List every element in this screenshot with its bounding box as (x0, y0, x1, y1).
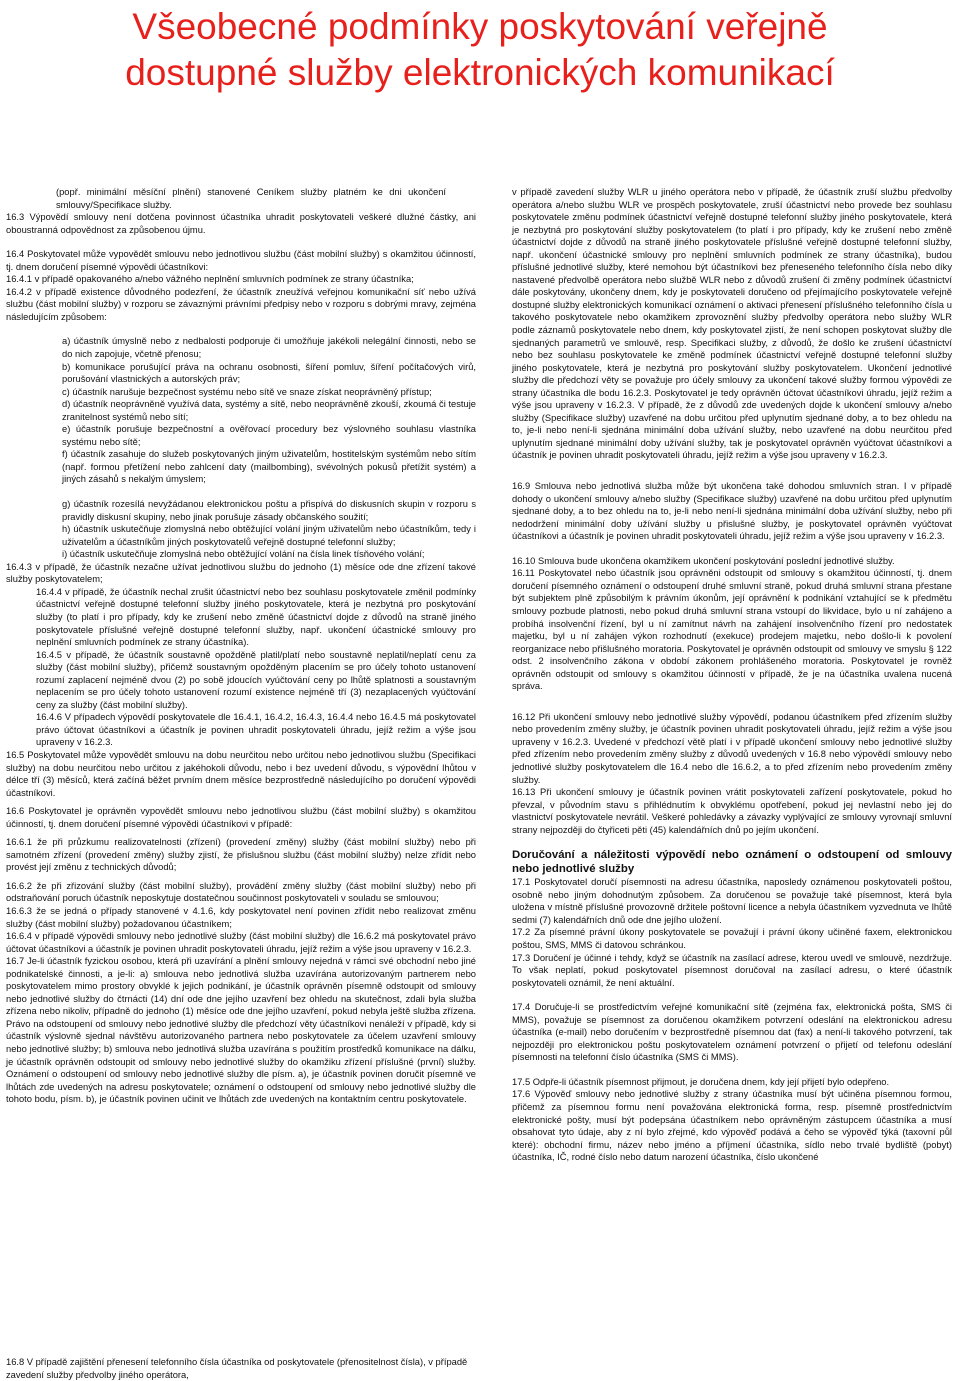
paragraph-16-6-2: 16.6.2 že při zřizování služby (část mobilní služby), provádění změny služby (část mobilní služby) nebo při odstraňování poruch účastník neposkytuje dostatečnou součinnost poskytovateli v souladu se smlouvou; (6, 880, 476, 904)
paragraph-16-12: 16.12 Při ukončení smlouvy nebo jednotlivé služby výpovědí, podanou účastníkem před zřízením služby nebo provedením změny služby, je účastník povinen uhradit poskytovateli úhradu, jejíž režim a výše jsou upraveny v 16.2.3. Uvedené v předchozí větě platí i v případě ukončení smlouvy nebo jednotlivé služby před zřízením nebo provedením změny služby z důvodů uvedených v 16.8 nebo výpovědí smlouvy nebo jednotlivé služby poskytovatelem dle 16.4 nebo dle 16.6.2, a to před zřízením nebo provedením změny služby. (512, 711, 952, 785)
list-item-e: e) účastník porušuje bezpečnostní a ověřovací procedury bez výslovného souhlasu vlastníka systému nebo sítě; (62, 424, 476, 447)
paragraph-16-9: 16.9 Smlouva nebo jednotlivá služba může být ukončena také dohodou smluvních stran. I v případě dohody o ukončení smlouvy a/nebo služby (Specifikace služby) uzavřené na dobu určitou před uplynutím sjednané doby, a to bez ohledu na to, je-li nebo není-li sjednána minimální doba užívání služby, nebo při nedodržení minimální doby užívání služby u přislušné služby, je poskytovatel oprávněn vyúčtovat účastníkovi a účastník je povinen uhradit poskytovateli úhradu, jejíž režim a výše jsou upraveny v 16.2.3. (512, 481, 952, 542)
title-line-1: Všeobecné podmínky poskytování veřejně (132, 6, 828, 47)
paragraph-16-8: 16.8 V případě zajištění přenesení telefonního čísla účastníka od poskytovatele (přenositelnost čísla), v případě zavedení služby předvolby jiného operátora, (6, 1357, 468, 1380)
paragraph-16-5: 16.5 Poskytovatel může vypovědět smlouvu na dobu neurčitou nebo určitou nebo jednotlivou službu (Specifikaci služby) na dobu neurčitou nebo určitou z jakéhokoli důvodu, nebo i bez uvedení důvodu, s výpovědní lhůtou v délce tří (3) měsíců, která začíná běžet prvním dnem měsíce bezprostředně následujícího po doručení výpovědi účastníkovi. (6, 749, 476, 798)
paragraph-16-4-1: 16.4.1 v případě opakovaného a/nebo vážného neplnění smluvních podmínek ze strany účastníka; (6, 274, 414, 285)
list-item-b: b) komunikace porušující práva na ochranu osobnosti, šíření pomluv, šíření počítačových virů, porušování vlastnických a autorských práv; (62, 361, 476, 385)
paragraph-17-3: 17.3 Doručení je účinné i tehdy, když se účastník na zasílací adrese, kterou uvedl ve smlouvě, nezdržuje. To však neplatí, pokud poskytovatel písemnost doručoval na zasílací adresu, o které účastník poskytovateli oznámil, že není aktuální. (512, 952, 952, 988)
right-column (512, 186, 952, 1164)
paragraph-16-4-3: 16.4.3 v případě, že účastník nezačne užívat jednotlivou službu do jednoho (1) měsíce ode dne zřízení takové služby poskytovatelem; (6, 561, 476, 585)
paragraph-16-6-1: 16.6.1 že při průzkumu realizovatelnosti (zřízení) (provedení změny) služby (část mobilní služby) nebo při samotném zřízení (provedení změny) služby zjistí, že přislušnou službu (část mobilní služby) nelze zřídit nebo provést její změnu z technických důvodů; (6, 837, 476, 873)
list-item-d: d) účastník neoprávněně využívá data, systémy a sítě, nebo neoprávněně zkouší, zkoumá či testuje zranitelnost systémů nebo sítí; (62, 399, 476, 422)
paragraph-17-6: 17.6 Výpověď smlouvy nebo jednotlivé služby z strany účastníka musí být učiněna písemnou formou, přičemž za písemnou formu není považována elektronická forma, resp. písemně prostřednictvím elektronické pošty, musí být podepsána účastníkem nebo oprávněným zástupcem účastníka a musí obsahovat tyto údaje, aby z ní bylo zřejmé, kdo výpověď podává a čeho se výpověď týká (taxovní půl které): obchodní firmu, název nebo jméno a příjmení účastníka, sídlo nebo trvalé bydliště (pobyt) účastníka, IČ, rodné číslo nebo datum narození účastníka, číslo ukončené (512, 1089, 952, 1163)
paragraph-16-13: 16.13 Při ukončení smlouvy je účastník povinen vrátit poskytovateli zařízení poskytovatele, pokud ho převzal, v původním stavu s přihlédnutím k obvyklému opotřebení, pokud jej nevlastní nebo jej do vlastnictví poskytovatele nevrátil. Veškeré pohledávky a závazky vyplývající ze smlouvy vyrovnají smluvní strany nejpozději do čtyřiceti pěti (45) kalendářních dnů po jejím ukončení. (512, 787, 952, 835)
list-item-a: a) účastník úmyslně nebo z nedbalosti podporuje či umožňuje jakékoli nelegální činnosti, nebo se do nich zapojuje, včetně přenosu; (62, 336, 476, 360)
left-column (6, 186, 476, 1106)
paragraph-16-4-2: 16.4.2 v případě existence důvodného podezření, že účastník zneužívá veřejnou komunikační síť nebo užívá službu (část mobilní služby) v rozporu se závaznými právními předpisy nebo v rozporu s dobrými mravy, zejména následujícím způsobem: (6, 286, 476, 322)
paragraph-16-4-4: 16.4.4 v případě, že účastník nechal zrušit účastnictví nebo bez souhlasu poskytovatele změnil podmínky účastnictví veřejně dostupné telefonní služby jiného poskytovatele, která je nezbytná pro poskytování služby (to platí i pro případy, kdy ke zrušení nebo změně účastnictví dojde z důvodů na straně jiného poskytovatele příslušné veřejně dostupné telefonní služby, např. ukončení účastnické smlouvy pro neplnění smluvních podmínek ze strany účastníka). (36, 586, 476, 648)
paragraph-17-4: 17.4 Doručuje-li se prostředictvím veřejné komunikační sítě (zejména fax, elektronická pošta, SMS či MMS), považuje se písemnost za doručenou okamžikem potvrzení odeslání na elektronickou adresu účastníka (e-mail) nebo doručením v bezprostředně písemnou dat (fax) a není-li takového potvrzení, tak nejpozději pro elektronickou poštu poskytovatelem oznámení potvrzení o přijetí od telefonu odeslání písemnosti na telefonní číslo účastníka (SMS či MMS). (512, 1002, 952, 1063)
paragraph-16-10: 16.10 Smlouva bude ukončena okamžikem ukončení poskytování poslední jednotlivé služby. (512, 555, 895, 566)
paragraph-16-4-5: 16.4.5 v případě, že účastník soustavně opožděně platil/platí nebo soustavně neplatil/neplatí cenu za služby (část mobilní služby), přičemž soustavným opožděným placením se pro účely tohoto ustanovení rozumí zaplacení nejméně dvou (2) po sobě jdoucích vyúčtování ceny po lhůtě splatnosti a soustavným neplacením se pro účely tohoto ustanovení rozumí existence nejméně tří (3) nezaplacených vyúčtování ceny za služby (část mobilní služby). (36, 649, 476, 710)
list-item-i: i) účastník uskutečňuje zlomyslná nebo obtěžující volání na čísla linek tísňového volání; (62, 549, 425, 560)
paragraph-17-5: 17.5 Odpře-li účastník písemnost přijmout, je doručena dnem, kdy její přijetí bylo odepřeno. (512, 1076, 890, 1087)
paragraph-16-11: 16.11 Poskytovatel nebo účastník jsou oprávněni odstoupit od smlouvy s okamžitou účinností, tj. dnem doručení písemného oznámení o odstoupení druhé smluvní straně, pokud druhá smluvní strana přestane být subjektem plně způsobilým k právním úkonům, její oprávnění k podnikání vztahující se k předmětu smlouvy pozbude platnosti, nebo pokud druhá smluvní strana vstoupí do likvidace, bylo u ní zahájeno a probíhá insolvenční řízení, byl u ní zamítnut návrh na zahájení insolvenčního řízení pro nedostatek majetku, byl u ní zahájen výkon rozhodnutí (exekuce) prodejem majetku, nebo došlo-li k povolení reorganizace nebo přišlušného moratoria. Poskytovatel je oprávněn odstoupit od smlouvy ve smyslu § 122 odst. 2 insolvenčního zákona v období zákonem prohlášeného moratoria. Poskytovatel je rovněž oprávněn odstoupit od smlouvy s okamžitou účinností v případě, že je na účastníka uvalena nucená správa. (512, 568, 952, 692)
paragraph-17-2: 17.2 Za písemné právní úkony poskytovatele se považují i právní úkony učiněné faxem, elektronickou poštou, SMS, MMS či datovou schránkou. (512, 927, 952, 950)
document-title (0, 4, 960, 96)
paragraph-17-1: 17.1 Poskytovatel doručí písemnosti na adresu účastníka, naposledy oznámenou poskytovateli poštou, osobně nebo jiným dohodnutým způsobem. Za doručenou se považuje také písemnost, která byla uložena v místně příslušné provozovně držitele poštovní licence a nebyla účastníkem vyzvednuta ve lhůtě sedmi (7) kalendářních dnů ode dne jejího uložení. (512, 877, 952, 925)
paragraph-16-4: 16.4 Poskytovatel může vypovědět smlouvu nebo jednotlivou službu (část mobilní služby) s okamžitou účinností, tj. dnem doručení písemné výpovědi účastníkovi: (6, 249, 476, 272)
paragraph-16-6: 16.6 Poskytovatel je oprávněn vypovědět smlouvu nebo jednotlivou službu (část mobilní služby) s okamžitou účinností, tj. dnem doručení písemné výpovědi účastníkovi v případě: (6, 806, 476, 829)
paragraph-16-7: 16.7 Je-li účastník fyzickou osobou, která při uzavírání a plnění smlouvy nejedná v rámci své obchodní nebo jiné podnikatelské činnosti, a je-li: a) smlouva nebo jednotlivá služba uzavírána autorizovaným partnerem nebo poskytovatelem mimo prostory obvyklé k jejich podnikání, je účastník oprávněn písemně odstoupit od smlouvy nebo jednotlivé služby do čtrnácti (14) dní ode dne jejího uzavření bez ohledu na skutečnost, zdali byla služba zřízena nebo nikoliv, případně do jednoho (1) měsíce ode dne jejího uzavření, pokud nebyla ještě služba zřízena. Právo na odstoupení od smlouvy nebo jednotlivé služby dle předchozí věty účastníkovi nenáleží v případě, kdy si účastník výslovně sjednal návštěvu autorizovaného partnera nebo poskytovatele za účelem uzavření smlouvy nebo jednotlivé služby; b) smlouva nebo jednotlivá služba uzavírána s použitím prostředků komunikace na dálku, je účastník oprávněn odstoupit od smlouvy nebo jednotlivé služby do okamžiku zřízení příslušné (první) služby. Oznámení o odstoupení od smlouvy nebo jednotlivé služby dle písm. a), je účastník povinen doručit písemně ve lhůtách zde uvedených na adresu poskytovatele; oznámení o odstoupení od smlouvy nebo jednotlivé služby dle tohoto bodu, písm. b), je účastník povinen učinit ve lhůtách zde uvedených na kontaktním centru poskytovatele. (6, 956, 476, 1105)
paragraph-16-8-cont: v případě zavedení služby WLR u jiného operátora nebo v případě, že účastník zruší službu předvolby operátora a/nebo službu WLR ve prospěch poskytovatele, zruší účastnictví nebo provede bez souhlasu poskytovatele změnu podmínek účastnictví veřejně dostupné telefonní služby jiného poskytovatele, která je nezbytná pro poskytování služby poskytovatelem (to platí i pro případy, kdy ke zrušení nebo změně účastnictví dojde z důvodů na straně jiného poskytovatele příslušné veřejně dostupné telefonní služby, např. ukončení účastnické smlouvy pro neplnění smluvních podmínek ze strany účastníka), budou příslušné jednotlivé služby, které nemohou být účastníkovi bez přeneseného telefonního čísla nebo díky nastavené předvolbě operátora nebo službě WLR nebo z důvodů zrušení či změny podmínek účastnictví dále poskytovány, ukončeny dnem, kdy je poskytovateli doručeno od přejímajícího poskytovatele veřejně dostupné služby elektronických komunikací oznámení o aktivaci přenesení příslušného telefonního čísla u takového poskytovatele nebo okamžikem zprovoznění služby předvolby operátora nebo služby WLR podle záznamů poskytovatele nebo dnem, kdy poskytovatel zjistí, že není schopen poskytovat služby dle sjednaných parametrů ve smlouvě, resp. Specifikaci služby, z důvodů, že došlo ke zrušení účastnictví nebo bez souhlasu poskytovatele ke změně podmínek účastnictví veřejně dostupné telefonní služby jiného poskytovatele, která je nezbytná pro poskytování služby poskytovatelem. Ukončení jednotlivé služby dle předchozí věty se považuje pro účely smlouvy za ukončení takové služby formou výpovědi ze strany účastníka dle bodu 16.2.3. Poskytovatel je tedy oprávněn účtovat účastníkovi úhradu, jejíž režim a výše jsou upraveny v 16.2.3. V případě, že z důvodů zde uvedených dojde k ukončení smlouvy a/nebo služby (Specifikace služby) uzavřené na dobu určitou před uplynutím sjednané doby, a to bez ohledu na to, je-li nebo není-li sjednána minimální doba užívání služby, nebo uzavřené na dobu neurčitou před uplynutím sjednané minimální doby užívání služby, tak je poskytovatel oprávněn vyúčtovat účastníkovi a účastník je povinen uhradit poskytovateli úhradu, jejíž režim a výše jsou upraveny v 16.2.3. (512, 187, 952, 461)
paragraph-16-6-3: 16.6.3 že se jedná o případy stanovené v 4.1.6, kdy poskytovatel není povinen zřídit nebo realizovat změnu služby (část mobilní služby) požadovanou účastníkem; (6, 905, 476, 929)
paragraph-16-6-4: 16.6.4 v případě výpovědi smlouvy nebo jednotlivé služby (část mobilní služby) dle 16.6.2 má poskytovatel právo účtovat účastníkovi a účastník je povinen uhradit poskytovateli úhradu, jejíž režim a výše jsou upraveny v 16.2.3. (6, 931, 476, 954)
misuse-list (6, 335, 476, 560)
paragraph: (popř. minimální měsíční plnění) stanovené Ceníkem služby platném ke dni ukončení smlouvy/Specifikace služby. (56, 187, 446, 210)
list-item-f: f) účastník zasahuje do služeb poskytovaných jiným uživatelům, hostitelským systémům nebo sítím (např. formou přetížení nebo zahlcení daty (mailbombing), svévolných pokusů přetížit systém) a jiných zásahů s nekalým úmyslem; (62, 449, 476, 485)
list-item-g: g) účastník rozesílá nevyžádanou elektronickou poštu a přispívá do diskusních skupin v rozporu s pravidly diskusní skupiny, nebo jinak porušuje zásady občanského soužití; (62, 499, 476, 522)
paragraph-16-3: 16.3 Výpovědí smlouvy není dotčena povinnost účastníka uhradit poskytovateli veškeré dlužné částky, ani oboustranná odpovědnost za způsobenou újmu. (6, 212, 476, 235)
list-item-c: c) účastník narušuje bezpečnost systému nebo sítě ve snaze získat neoprávněný přístup; (62, 386, 432, 397)
title-line-2: dostupné služby elektronických komunikací (125, 52, 835, 93)
list-item-h: h) účastník uskutečňuje zlomyslná nebo obtěžující volání jiným uživatelům nebo účastníkům, tedy i uživatelům a účastníkům jiných poskytovatelů veřejně dostupné telefonní služby; (62, 524, 476, 547)
paragraph-16-4-6: 16.4.6 V případech výpovědí poskytovatele dle 16.4.1, 16.4.2, 16.4.3, 16.4.4 nebo 16.4.5 má poskytovatel právo účtovat účastníkovi a účastník je povinen uhradit poskytovateli úhradu, jejíž režim a výše jsou upraveny v 16.2.3. (36, 712, 476, 748)
section-heading: Doručování a náležitosti výpovědí nebo oznámení o odstoupení od smlouvy nebo jednotlivé služby (512, 849, 952, 876)
